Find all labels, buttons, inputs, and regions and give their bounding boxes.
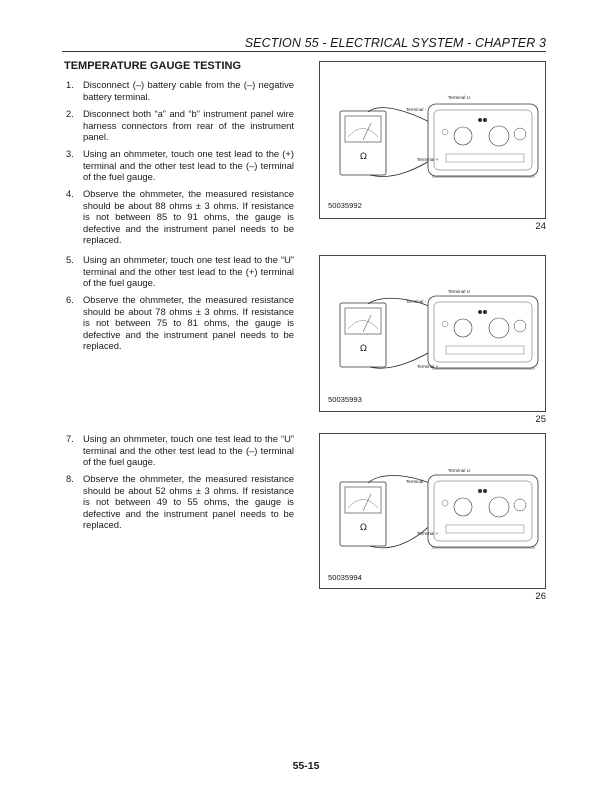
terminal-minus-label: Terminal - (406, 479, 427, 484)
step-text: Using an ohmmeter, touch one test lead to the “U” terminal and the other test lead to the (–) terminal of the fuel gauge. (83, 433, 294, 468)
ohmmeter-diagram (320, 256, 545, 411)
ohmmeter (340, 482, 386, 546)
page-number: 55-15 (292, 760, 320, 772)
step-text: Using an ohmmeter, touch one test lead to the “U” terminal and the other test lead to the (+) terminal of the fuel gauge. (83, 254, 294, 289)
instrument-panel (428, 104, 538, 177)
step-number: 1. (66, 79, 74, 90)
ohmmeter (340, 111, 386, 175)
terminal-u-label: Terminal U (448, 95, 470, 100)
step-1 (66, 79, 294, 102)
step-number: 6. (66, 294, 74, 305)
figure-number: 24 (535, 221, 546, 232)
figure-number: 26 (535, 591, 546, 602)
step-8 (66, 473, 294, 531)
section-header: SECTION 55 - ELECTRICAL SYSTEM - CHAPTER 3 (244, 36, 546, 50)
terminal-minus-label: Terminal - (406, 107, 427, 112)
header-rule (62, 51, 546, 52)
step-7 (66, 433, 294, 468)
step-number: 5. (66, 254, 74, 265)
ohm-symbol: Ω (360, 152, 367, 162)
figure-number: 25 (535, 414, 546, 425)
ohm-symbol: Ω (360, 523, 367, 533)
ohmmeter-diagram (320, 62, 545, 218)
ohmmeter-diagram (320, 434, 545, 588)
figure-code: 50035994 (328, 573, 362, 582)
step-number: 8. (66, 473, 74, 484)
instrument-panel (428, 296, 538, 369)
step-text: Disconnect (–) battery cable from the (–) negative battery terminal. (83, 79, 294, 102)
step-text: Using an ohmmeter, touch one test lead to the (+) terminal and the other test lead to the (–) terminal of the fuel gauge. (83, 148, 294, 183)
figure-26 (319, 433, 546, 589)
instrument-panel (428, 475, 538, 548)
terminal-plus-label: Terminal + (417, 531, 439, 536)
step-4 (66, 188, 294, 246)
terminal-u-label: Terminal U (448, 289, 470, 294)
step-3 (66, 148, 294, 183)
step-2 (66, 108, 294, 143)
step-text: Observe the ohmmeter, the measured resistance should be about 52 ohms ± 3 ohms. If resistance is not between 49 to 55 ohms, the gauge is defective and the instrument panel needs to be replaced. (83, 473, 294, 531)
terminal-u-label: Terminal U (448, 468, 470, 473)
figure-24 (319, 61, 546, 219)
ohm-symbol: Ω (360, 344, 367, 354)
terminal-minus-label: Terminal - (406, 299, 427, 304)
step-number: 4. (66, 188, 74, 199)
figure-code: 50035992 (328, 201, 362, 210)
figure-25 (319, 255, 546, 412)
terminal-plus-label: Terminal + (417, 157, 439, 162)
terminal-plus-label: Terminal + (417, 364, 439, 369)
step-5 (66, 254, 294, 289)
step-number: 3. (66, 148, 74, 159)
figure-code: 50035993 (328, 395, 362, 404)
page-title: TEMPERATURE GAUGE TESTING (64, 60, 242, 72)
step-text: Disconnect both “a” and “b” instrument panel wire harness connectors from rear of the instrument panel. (83, 108, 294, 143)
step-6 (66, 294, 294, 352)
step-text: Observe the ohmmeter, the measured resistance should be about 88 ohms ± 3 ohms. If resistance is not between 85 to 91 ohms, the gauge is defective and the instrument panel needs to be replaced. (83, 188, 294, 246)
ohmmeter (340, 303, 386, 367)
step-text: Observe the ohmmeter, the measured resistance should be about 78 ohms ± 3 ohms. If resistance is not between 75 to 81 ohms, the gauge is defective and the instrument panel needs to be replaced. (83, 294, 294, 352)
step-number: 7. (66, 433, 74, 444)
step-number: 2. (66, 108, 74, 119)
